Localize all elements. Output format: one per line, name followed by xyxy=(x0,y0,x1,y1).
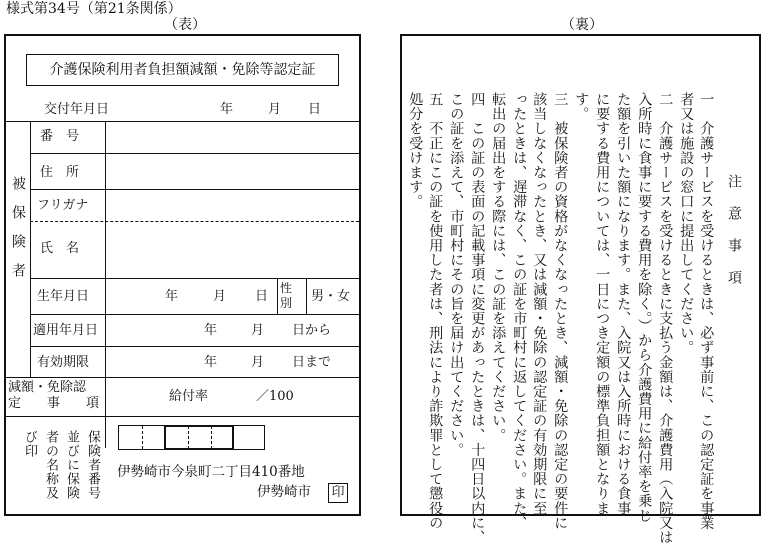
insured-label: 被保険者 xyxy=(10,176,26,292)
applied-year: 年 xyxy=(204,323,218,338)
address-label: 住 所 xyxy=(40,165,80,180)
valid-period-label: 有効期限 xyxy=(37,355,90,370)
applied-month: 月 xyxy=(251,323,265,338)
certificate-title: 介護保険利用者負担額減額・免除等認定証 xyxy=(49,62,316,78)
title-box xyxy=(26,54,339,86)
issue-day: 日 xyxy=(308,102,322,117)
valid-suffix: 日まで xyxy=(292,355,332,370)
insurer-address: 伊勢崎市今泉町二丁目410番地 xyxy=(117,464,305,480)
form-number: 様式第34号（第21条関係） xyxy=(6,1,182,17)
number-label: 番 号 xyxy=(40,129,80,144)
front-card xyxy=(4,34,361,516)
notes-column: 三 被保険者の資格がなくなったとき、減額・免除の認定の要件に xyxy=(552,92,569,530)
notes-column: 二 介護サービスを受けるときに支払う金額は、介護費用（入院又は xyxy=(657,92,674,545)
benefit-rate-value: ／100 xyxy=(256,389,294,404)
notes-column: 入所時に食事に要する費用を除く。）から介護費用に給付率を乗じ xyxy=(636,92,653,523)
notes-column: た額を引いた額になります。また、入院又は入所時における食事 xyxy=(615,92,632,516)
issue-year: 年 xyxy=(220,102,234,117)
birth-month: 月 xyxy=(213,289,227,304)
reduction-label-line1: 減額・免除認 xyxy=(8,380,87,395)
notes-column: 一 介護サービスを受けるときは、必ず事前に、この認定証を事業 xyxy=(698,92,715,530)
notes-column: この証を添えて、市町村にその旨を届け出てください。 xyxy=(448,92,465,457)
notes-column: す。 xyxy=(573,92,590,122)
insurer-label-line3: 者の名称及 xyxy=(43,430,58,500)
notes-column: 転出の届出をする際には、この証を添えてください。 xyxy=(490,92,507,443)
valid-month: 月 xyxy=(251,355,265,370)
notes-heading: 注 意 事 項 xyxy=(726,174,742,286)
back-label: （裏） xyxy=(561,17,603,33)
applied-suffix: 日から xyxy=(292,323,332,338)
notes-column: 該当しなくなったとき、又は減額・免除の認定証の有効期限に至 xyxy=(531,92,548,516)
reduction-label-line2: 定 事 項 xyxy=(8,396,100,411)
birth-date-label: 生年月日 xyxy=(37,289,90,304)
insurer-number-boxes xyxy=(118,425,265,450)
notes-column: 処分を受けます。 xyxy=(407,92,424,209)
notes-column: 者又は施設の窓口に提出してください。 xyxy=(678,92,695,355)
issue-date-label: 交付年月日 xyxy=(44,102,110,117)
insurer-label-line4: び印 xyxy=(22,430,37,458)
insurer-label-line2: 並びに保険 xyxy=(64,430,79,500)
applied-date-label: 適用年月日 xyxy=(33,323,99,338)
valid-year: 年 xyxy=(204,355,218,370)
gender-label: 性別 xyxy=(280,281,293,310)
back-card xyxy=(400,34,761,545)
birth-day: 日 xyxy=(255,289,269,304)
notes-column: 五 不正にこの証を使用した者は、刑法により詐欺罪として懲役の xyxy=(427,92,444,530)
gender-value: 男・女 xyxy=(311,289,351,304)
notes-column: に要する費用については、一日につき定額の標準負担額となりま xyxy=(594,92,611,516)
issue-month: 月 xyxy=(268,102,282,117)
name-label: 氏 名 xyxy=(40,241,80,256)
seal-mark: 印 xyxy=(328,483,348,503)
notes-column: ったときは、遅滞なく、この証を市町村に返してください。また、 xyxy=(511,92,528,530)
benefit-rate-label: 給付率 xyxy=(169,389,209,404)
birth-year: 年 xyxy=(165,289,179,304)
notes-column: 四 この証の表面の記載事項に変更があったときは、十四日以内に、 xyxy=(469,92,486,545)
insurer-name: 伊勢崎市 xyxy=(257,484,311,500)
furigana-label: フリガナ xyxy=(37,198,89,213)
insurer-label-line1: 保険者番号 xyxy=(85,430,100,500)
front-label: （表） xyxy=(164,17,206,33)
